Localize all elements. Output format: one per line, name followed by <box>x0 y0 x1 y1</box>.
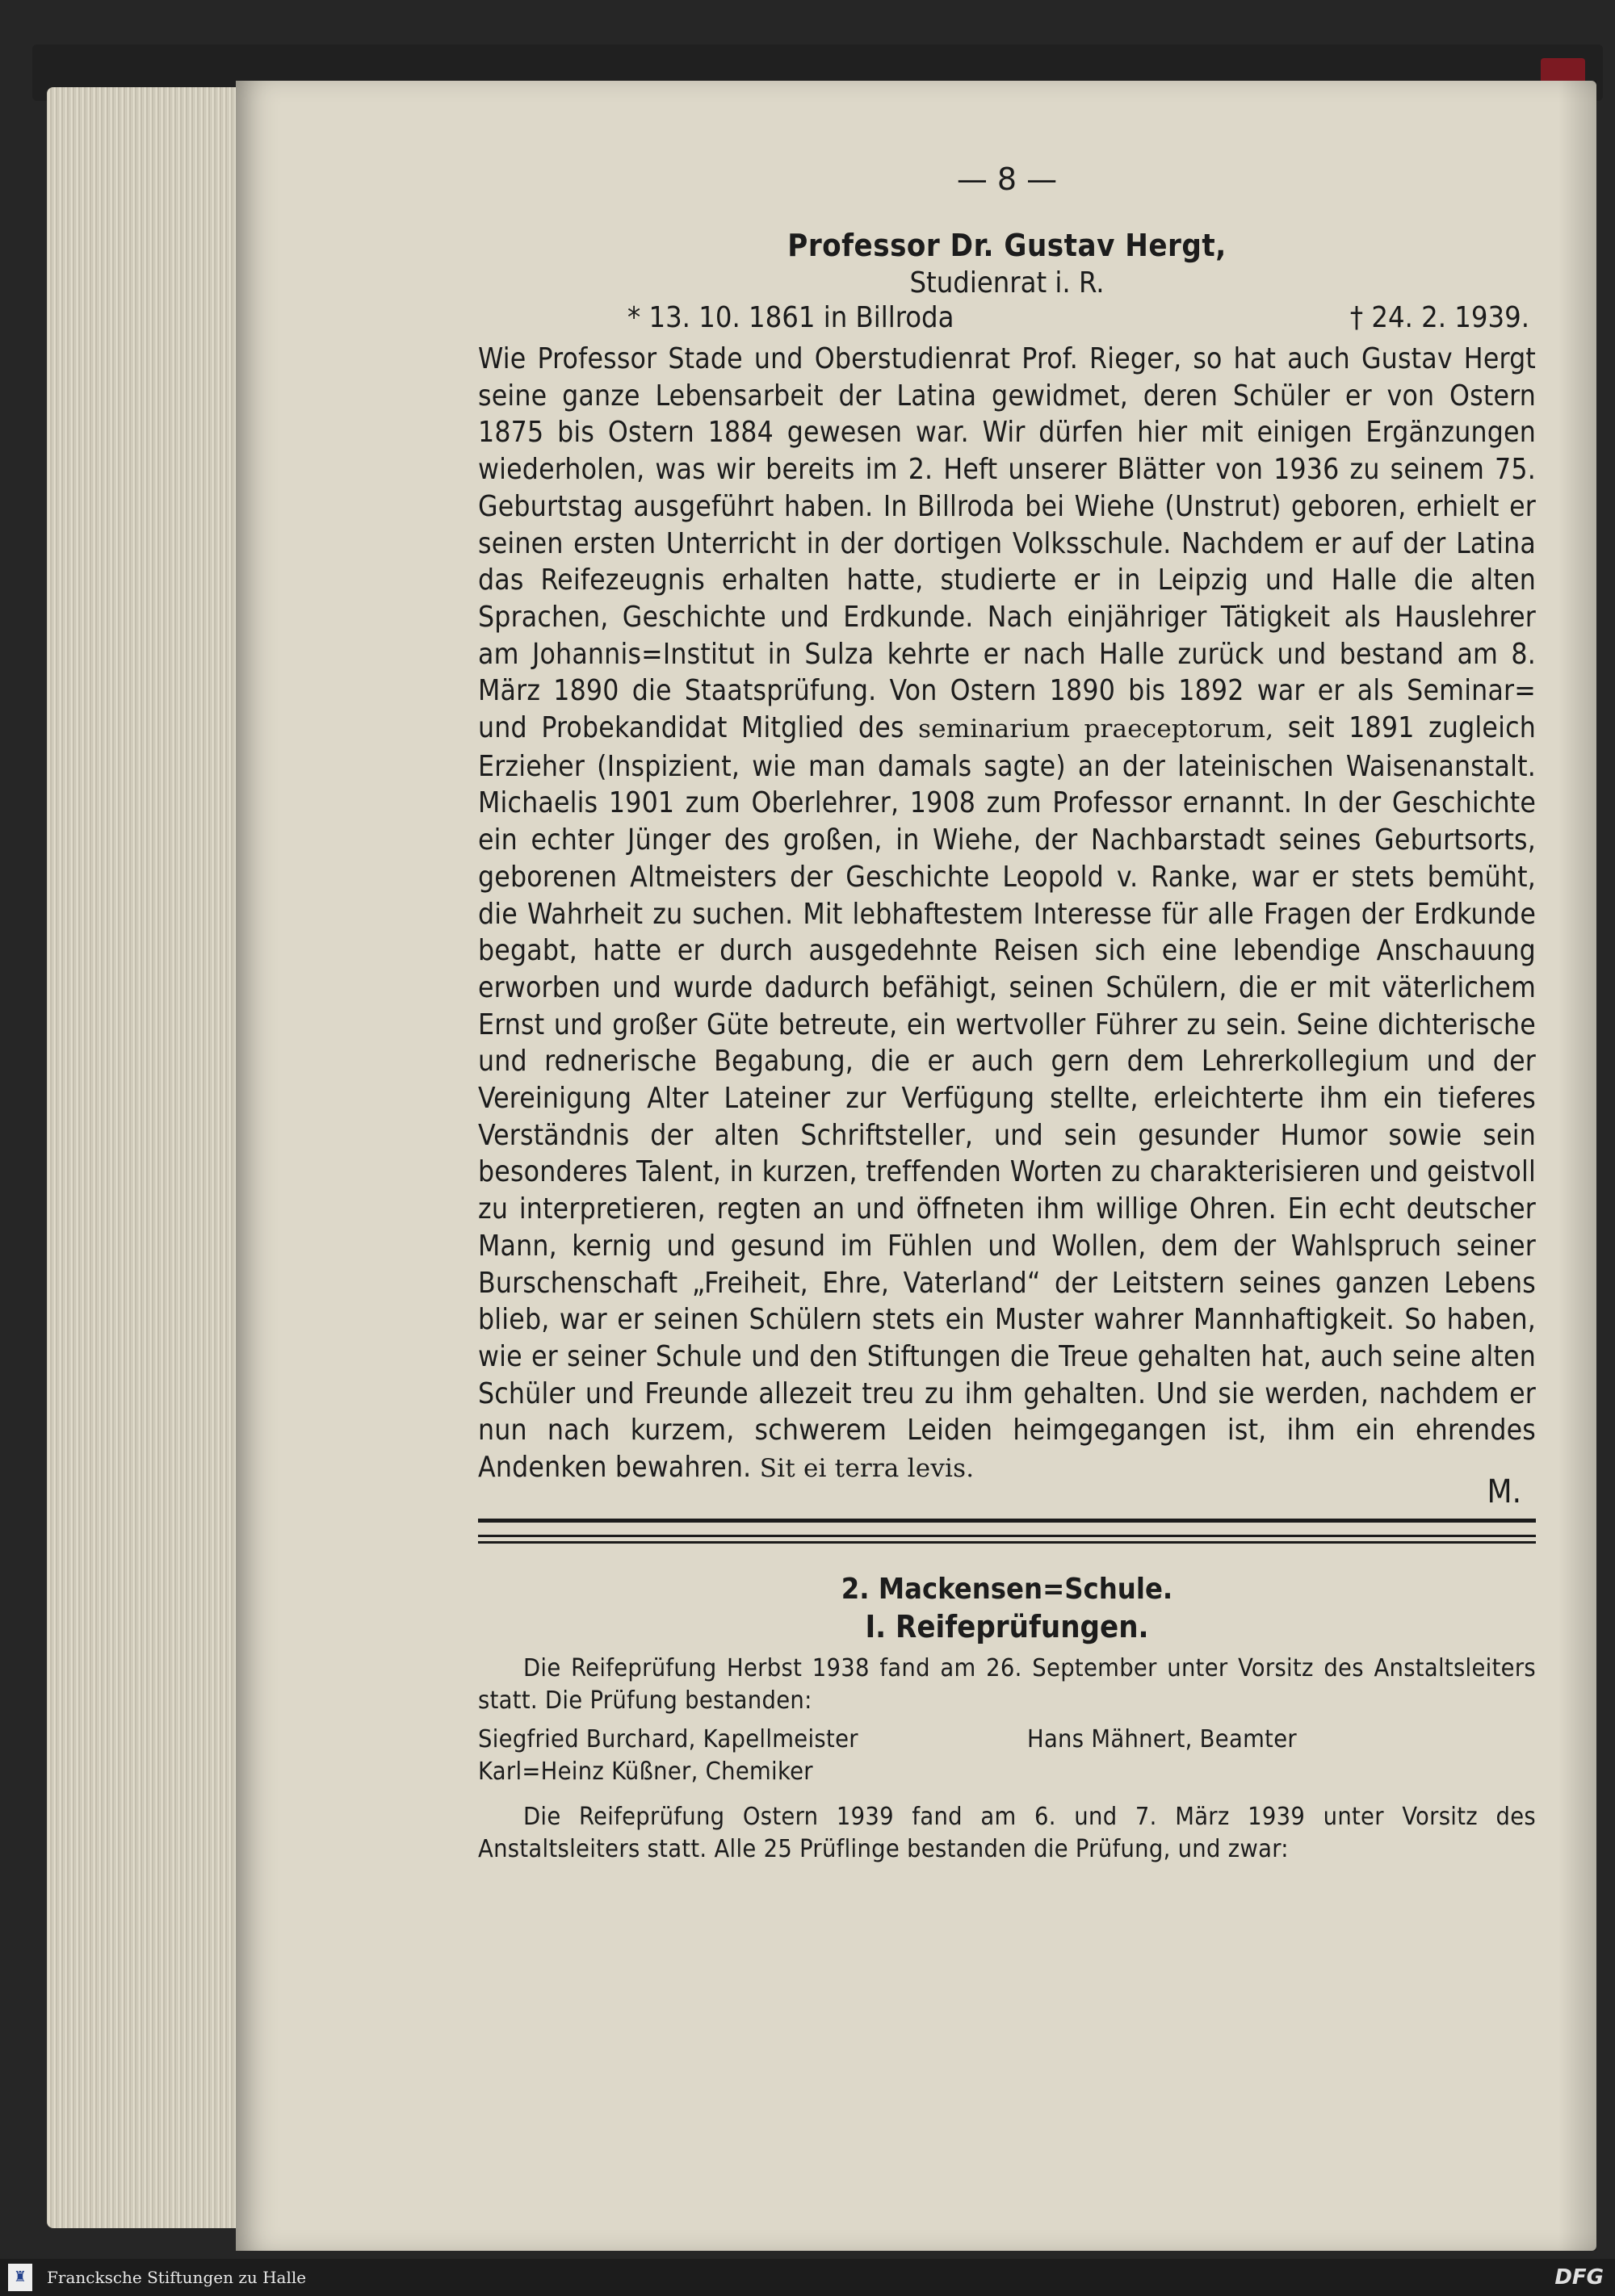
obituary-text-part1: Wie Professor Stade und Oberstudienrat Prof. Rieger, so hat auch Gustav Hergt seine ganze Lebensarbeit der Latina gewidmet, deren Schüler er von Ostern 1875 bis Ostern 1884 gewesen war. Wir dürfen hier mit einigen Ergänzungen wiederholen, was wir bereits im 2. Heft unserer Blätter von 1936 zu seinem 75. Geburtstag ausgeführt haben. In Billroda bei Wiehe (Unstrut) geboren, erhielt er seinen ersten Unterricht in der dortigen Volksschule. Nachdem er auf der Latina das Reifezeugnis erhalten hatte, studierte er in Leipzig und Halle die alten Sprachen, Geschichte und Erdkunde. Nach einjähriger Tätigkeit als Hauslehrer am Johannis=Institut in Sulza kehrte er nach Halle zurück und bestand am 8. März 1890 die Staatsprüfung. Von Ostern 1890 bis 1892 war er als Seminar= und Probekandidat Mitglied des <box>478 342 1536 745</box>
death-date: † 24. 2. 1939. <box>1349 301 1529 334</box>
obituary-rank: Studienrat i. R. <box>909 266 1105 300</box>
obituary-title: Professor Dr. Gustav Hergt, <box>787 228 1227 263</box>
page-shadow <box>1558 81 1596 2251</box>
latin-phrase-seminarium: seminarium praeceptorum, <box>918 714 1274 744</box>
list-item: Siegfried Burchard, Kapellmeister <box>478 1724 858 1753</box>
page-content <box>478 161 1536 1866</box>
divider-rule-3 <box>478 1541 1536 1544</box>
obituary-signature: M. <box>1487 1473 1521 1510</box>
obituary-text-part2: seit 1891 zugleich Erzieher (Inspizient, wie man damals sagte) an der lateinischen Waisenanstalt. Michaelis 1901 zum Oberlehrer, 1908 zum Professor ernannt. In der Geschichte ein echter Jünger des großen, in Wiehe, der Nachbarstadt seines Geburtsorts, geborenen Altmeisters der Geschichte Leopold v. Ranke, war er stets bemüht, die Wahrheit zu suchen. Mit lebhaftestem Interesse für alle Fragen der Erdkunde begabt, hatte er durch ausgedehnte Reisen sich eine lebendige Anschauung erworben und wurde dadurch befähigt, seinen Schülern, die er mit väterlichem Ernst und großer Güte betreute, ein wertvoller Führer zu sein. Seine dichterische und rednerische Begabung, die er auch gern dem Lehrerkollegium und der Vereinigung Alter Lateiner zur Verfügung stellte, erleichterte ihm ein tieferes Verständnis der alten Schriftsteller, und sein gesunder Humor sowie sein besonderes Talent, in kurzen, treffenden Worten zu charakterisieren und geistvoll zu interpretieren, regten an und öffneten ihm willige Ohren. Ein echt deutscher Mann, kernig und gesund im Fühlen und Wollen, dem der Wahlspruch seiner Burschenschaft „Freiheit, Ehre, Vaterland“ der Leitstern seines ganzen Lebens blieb, war er seinen Schülern stets ein Muster wahrer Mannhaftigkeit. So haben, wie er seiner Schule und den Stiftungen die Treue gehalten hat, auch seine alten Schüler und Freunde allezeit treu zu ihm gehalten. Und sie werden, nachdem er nun nach kurzem, schwerem Leiden heimgegangen ist, ihm ein ehrendes Andenken bewahren. <box>478 711 1536 1485</box>
exam-paragraph-easter: Die Reifeprüfung Ostern 1939 fand am 6. und 7. März 1939 unter Vorsitz des Anstaltsleiters statt. Alle 25 Prüflinge bestanden die Prüfung, und zwar: <box>478 1802 1536 1863</box>
section-subtitle: I. Reifeprüfungen. <box>865 1608 1149 1644</box>
institution-name: Francksche Stiftungen zu Halle <box>47 2268 307 2287</box>
exam-paragraph-autumn: Die Reifeprüfung Herbst 1938 fand am 26. September unter Vorsitz des Anstaltsleiters statt. Die Prüfung bestanden: <box>478 1653 1536 1715</box>
birth-date: * 13. 10. 1861 in Billroda <box>627 301 954 334</box>
list-item: Hans Mähnert, Beamter <box>1027 1724 1297 1753</box>
latin-phrase-terra: Sit ei terra levis. <box>759 1454 975 1484</box>
dfg-logo: DFG <box>1554 2265 1604 2290</box>
obituary-dates <box>478 301 1536 334</box>
page-number: — 8 — <box>956 161 1058 197</box>
section-title: 2. Mackensen=Schule. <box>841 1572 1173 1606</box>
graduate-list <box>478 1724 1536 1788</box>
list-item: Karl=Heinz Küßner, Chemiker <box>478 1757 813 1786</box>
obituary-text <box>478 341 1536 1488</box>
institution-logo-icon: ♜ <box>8 2264 32 2291</box>
